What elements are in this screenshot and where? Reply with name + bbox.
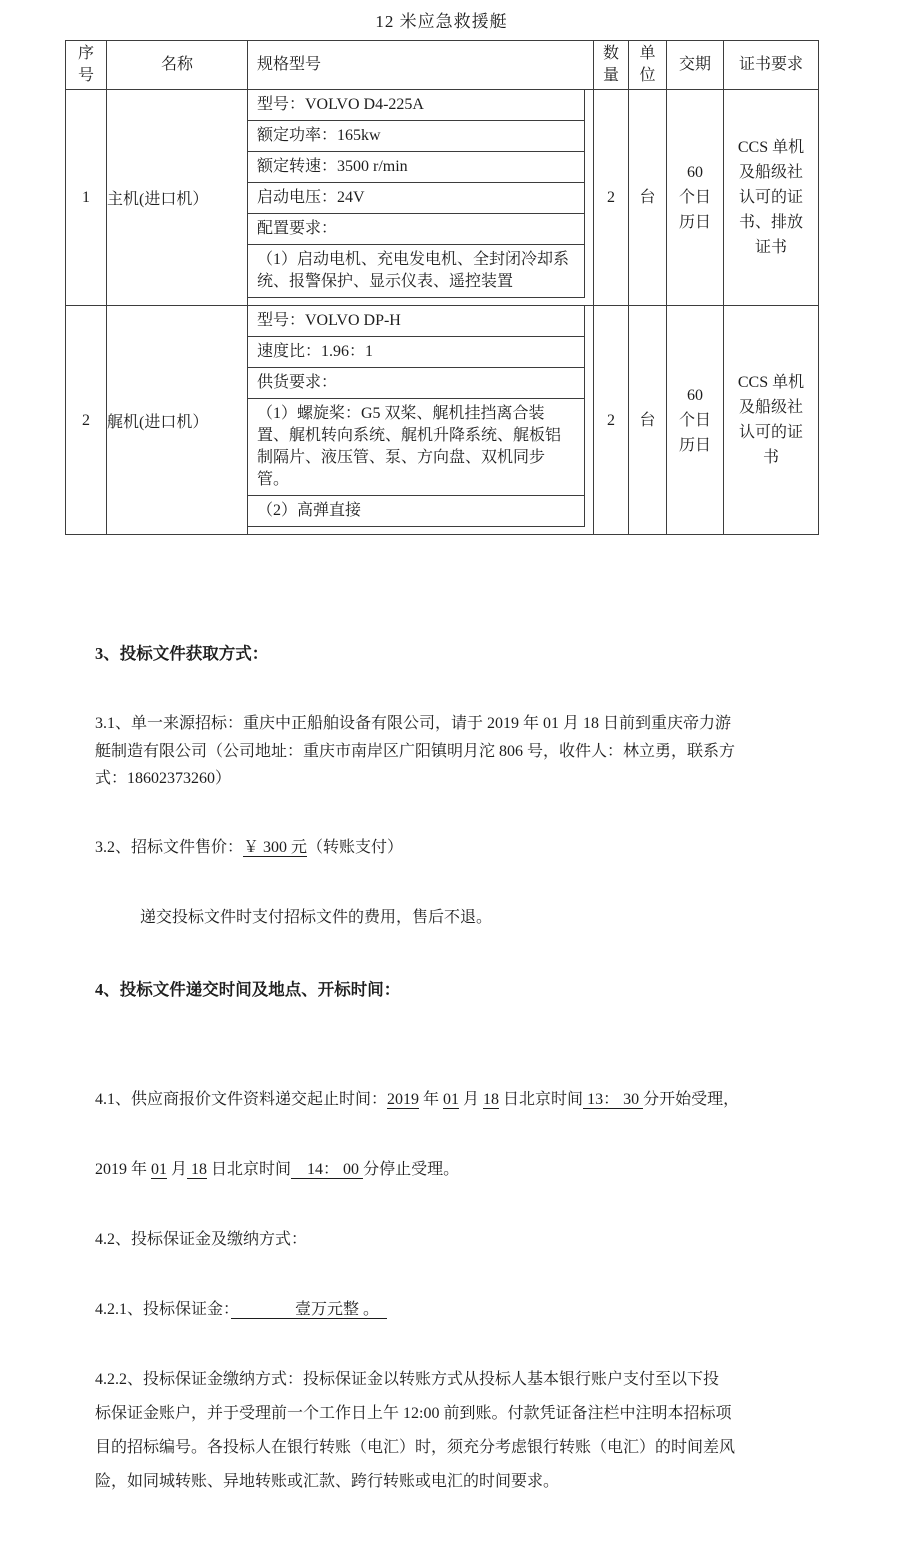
document-page <box>0 7 900 1490</box>
spec-list: 型号：VOLVO D4-225A 额定功率：165kw 额定转速：3500 r/min 启动电压：24V 配置要求： （1）启动电机、充电发电机、全封闭冷却系统、报警保护、显示仪表、遥控装置 <box>248 90 585 298</box>
table-row-2 <box>66 306 819 535</box>
col-header-spec: 规格型号 <box>248 41 594 90</box>
col-header-delivery: 交期 <box>667 41 724 90</box>
col-header-unit: 单 位 <box>629 41 667 90</box>
para-4-2: 4.2、投标保证金及缴纳方式： <box>95 1230 308 1248</box>
para-3-2: 3.2、招标文件售价：￥ 300 元（转账支付） <box>95 838 404 856</box>
cell-cert: CCS 单机 及船级社 认可的证 书、排放 证书 <box>724 90 819 306</box>
cell-cert: CCS 单机 及船级社 认可的证 书 <box>724 306 819 535</box>
doc-title: 12 米应急救援艇 <box>375 12 508 31</box>
cell-name: 主机(进口机） <box>107 90 248 306</box>
spec-list: 型号：VOLVO DP-H 速度比：1.96：1 供货要求： （1）螺旋桨：G5 双桨、艉机挂挡离合装置、艉机转向系统、艉机升降系统、艉板铝制隔片、液压管、泵、方向盘、双机同步管。 （2）高弹直接 <box>248 306 585 527</box>
cell-spec <box>248 90 594 306</box>
cell-unit: 台 <box>629 90 667 306</box>
col-header-qty: 数 量 <box>594 41 629 90</box>
cell-no: 2 <box>66 306 107 535</box>
para-4-2-2: 4.2.2、投标保证金缴纳方式：投标保证金以转账方式从投标人基本银行账户支付至以下投 标保证金账户，并于受理前一个工作日上午 12:00 前到账。付款凭证备注栏中注明本招标项 目的招标编号。各投标人在银行转账（电汇）时，须充分考虑银行转账（电汇）的时间差风 险，如同城转账、异地转账或汇款、跨行转账或电汇的时间要求。 <box>95 1370 736 1490</box>
body-text <box>95 535 843 1553</box>
items-table <box>65 40 819 535</box>
col-header-cert: 证书要求 <box>724 41 819 90</box>
cell-delivery: 60 个日 历日 <box>667 90 724 306</box>
cell-qty: 2 <box>594 90 629 306</box>
cell-spec <box>248 306 594 535</box>
para-3-1: 3.1、单一来源招标：重庆中正船舶设备有限公司，请于 2019 年 01 月 18 日前到重庆帝力游 艇制造有限公司（公司地址：重庆市南岸区广阳镇明月沱 806 号，收件人：林立勇，联系方 式：18602373260） <box>95 715 736 787</box>
cell-unit: 台 <box>629 306 667 535</box>
section-4-body <box>95 1047 843 1535</box>
col-header-no: 序 号 <box>66 41 107 90</box>
cell-delivery: 60 个日 历日 <box>667 306 724 535</box>
table-row-1 <box>66 90 819 306</box>
para-4-2-1: 4.2.1、投标保证金： 壹万元整 。 <box>95 1300 388 1318</box>
table-header-row <box>66 41 819 90</box>
cell-qty: 2 <box>594 306 629 535</box>
para-4-1-line1: 4.1、供应商报价文件资料递交起止时间：2019 年 01 月 18 日北京时间 13： 30 分开始受理， <box>95 1090 740 1108</box>
cell-name: 艉机(进口机） <box>107 306 248 535</box>
cell-no: 1 <box>66 90 107 306</box>
para-3-2-note: 递交投标文件时支付招标文件的费用，售后不退。 <box>140 908 493 926</box>
section-3-heading: 3、投标文件获取方式： <box>95 644 269 663</box>
section-4-heading: 4、投标文件递交时间及地点、开标时间： <box>95 979 401 999</box>
para-4-1-line2: 2019 年 01 月 18 日北京时间 14： 00 分停止受理。 <box>95 1160 460 1178</box>
col-header-name: 名称 <box>107 41 248 90</box>
